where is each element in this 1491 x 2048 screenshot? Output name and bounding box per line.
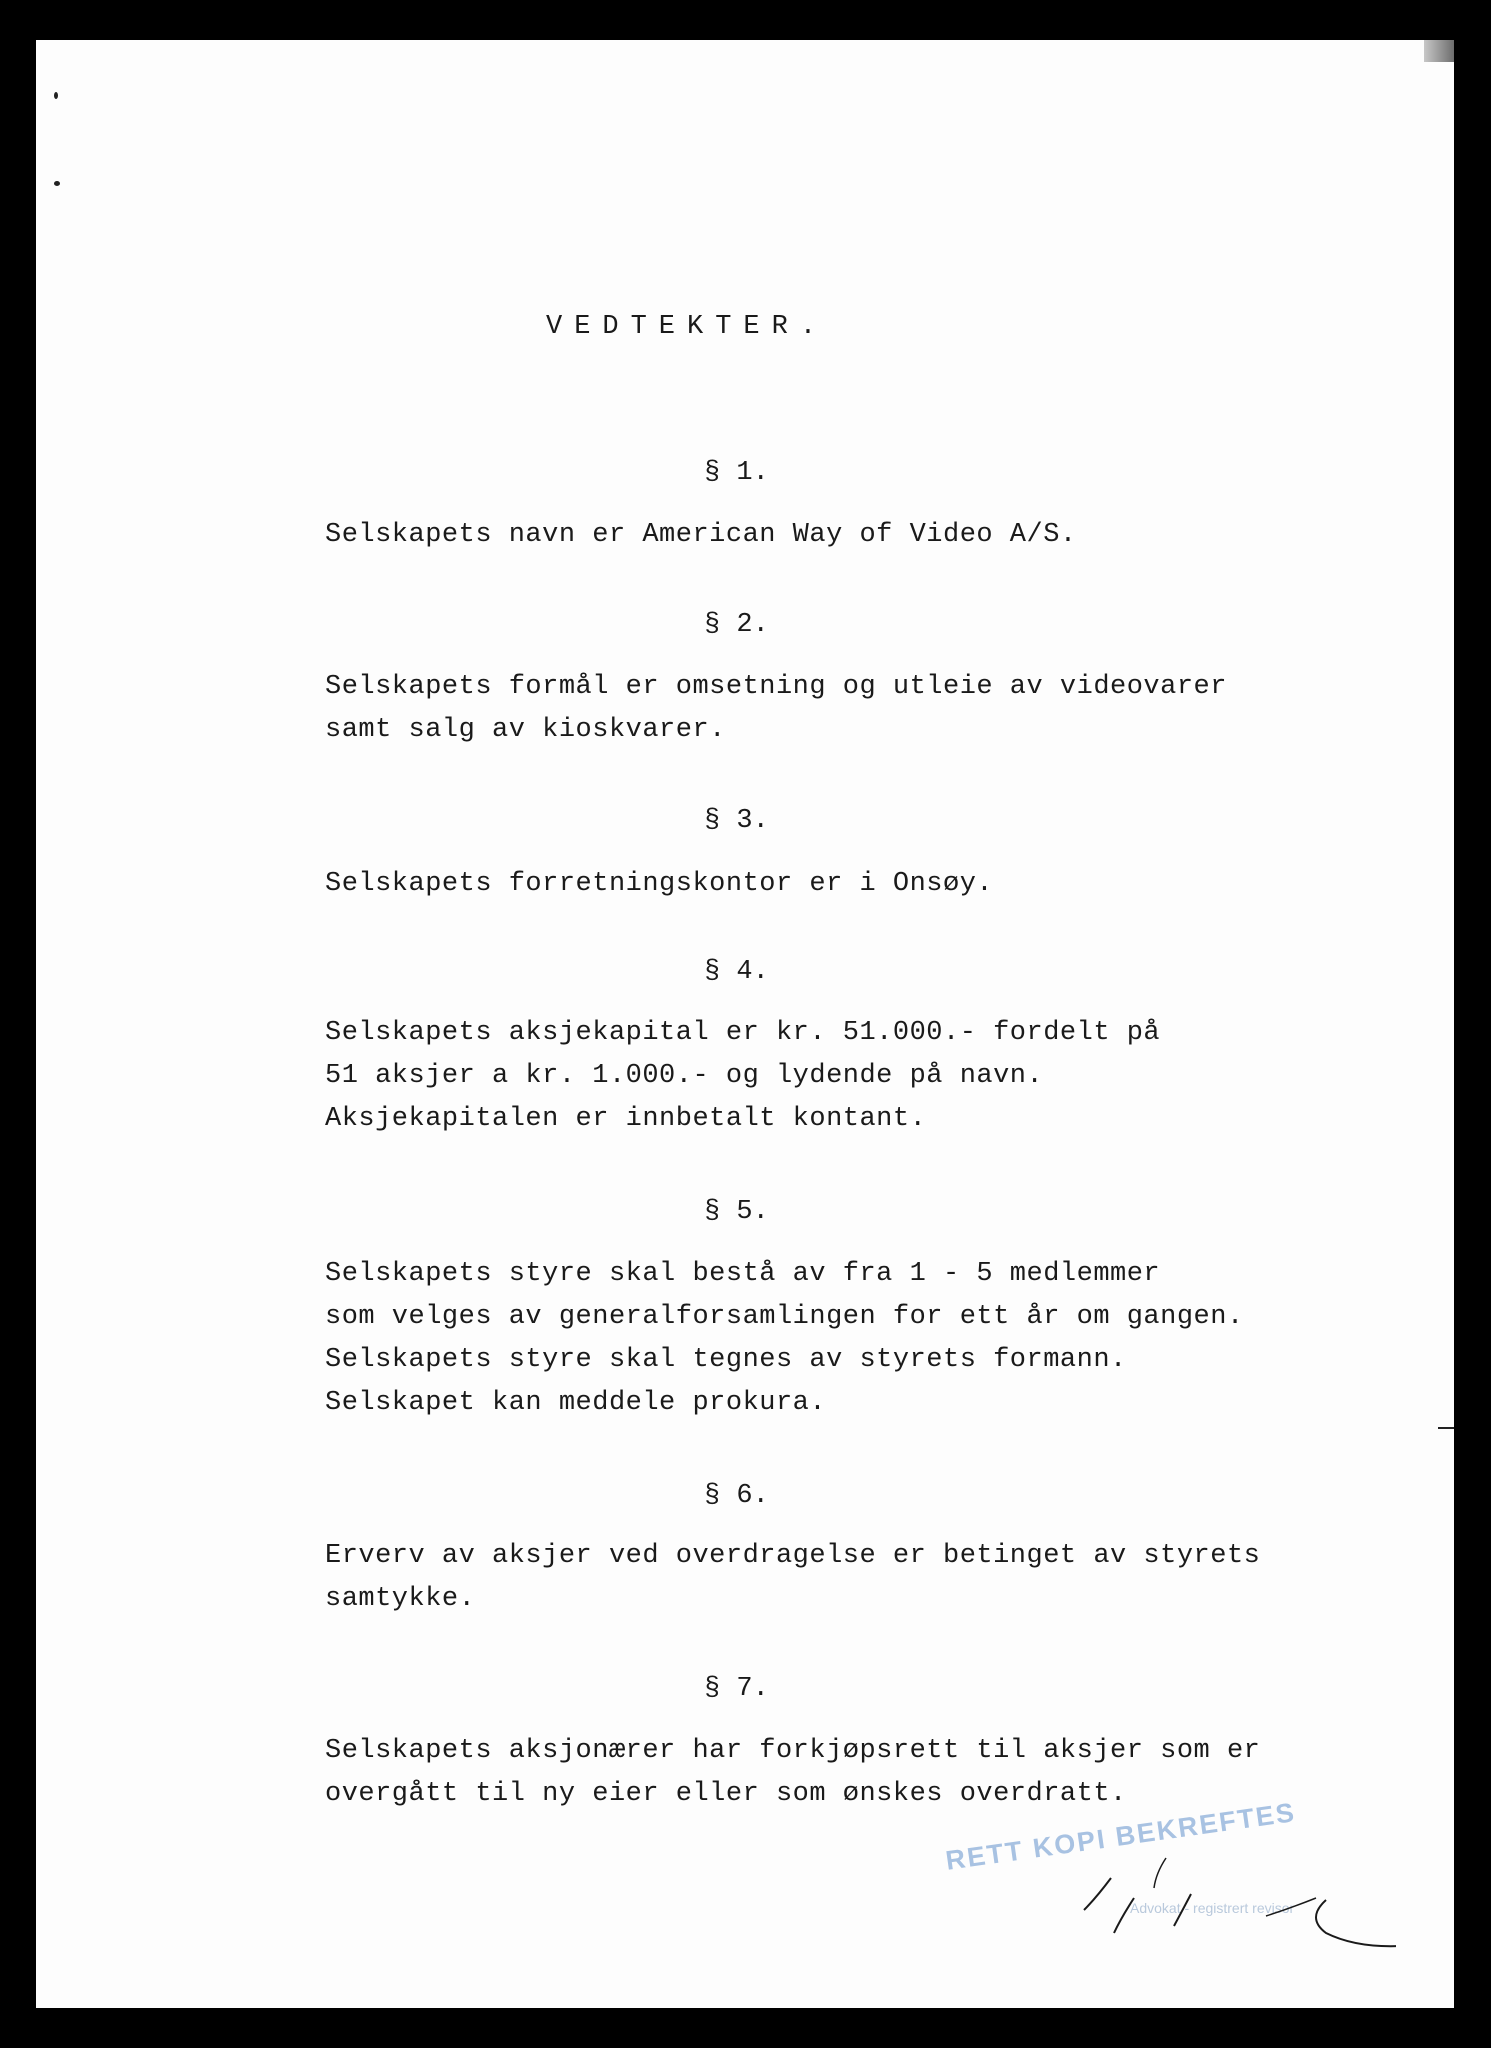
scan-edge-mark <box>1438 1427 1454 1429</box>
certification-stamp <box>943 1797 1386 1968</box>
document-title: VEDTEKTER. <box>546 312 829 342</box>
section-text: Selskapets formål er omsetning og utleie av videovarer samt salg av kioskvarer. <box>325 672 1227 745</box>
section-text: Selskapets aksjekapital er kr. 51.000.- fordelt på 51 aksjer a kr. 1.000.- og lydende på navn. Aksjekapitalen er innbetalt kontant. <box>325 1018 1161 1134</box>
scan-speck <box>54 92 58 99</box>
section-text: Selskapets styre skal bestå av fra 1 - 5 medlemmer som velges av generalforsamlingen for ett år om gangen. Selskapets styre skal tegnes av styrets formann. Selskapet kan meddele prokura. <box>325 1259 1244 1418</box>
stamp-subtext: Advokat - registrert revisor <box>1130 1900 1295 1916</box>
section-text: Erverv av aksjer ved overdragelse er betinget av styrets samtykke. <box>325 1541 1261 1614</box>
section-text: Selskapets navn er American Way of Video A/S. <box>325 520 1077 550</box>
section-number: § 2. <box>704 610 769 640</box>
document-page <box>36 40 1454 2008</box>
section-number: § 4. <box>704 957 769 987</box>
scan-speck <box>54 181 60 186</box>
section-number: § 6. <box>704 1481 769 1511</box>
handwritten-signature <box>1066 1838 1396 1948</box>
section-number: § 3. <box>704 806 769 836</box>
stamp-text: RETT KOPI BEKREFTES <box>943 1797 1298 1876</box>
section-text: Selskapets forretningskontor er i Onsøy. <box>325 869 994 899</box>
section-text: Selskapets aksjonærer har forkjøpsrett til aksjer som er overgått til ny eier eller som ønskes overdratt. <box>325 1736 1261 1809</box>
section-number: § 7. <box>704 1674 769 1704</box>
section-number: § 1. <box>704 458 769 488</box>
section-number: § 5. <box>704 1197 769 1227</box>
scan-corner-mark <box>1424 40 1454 62</box>
